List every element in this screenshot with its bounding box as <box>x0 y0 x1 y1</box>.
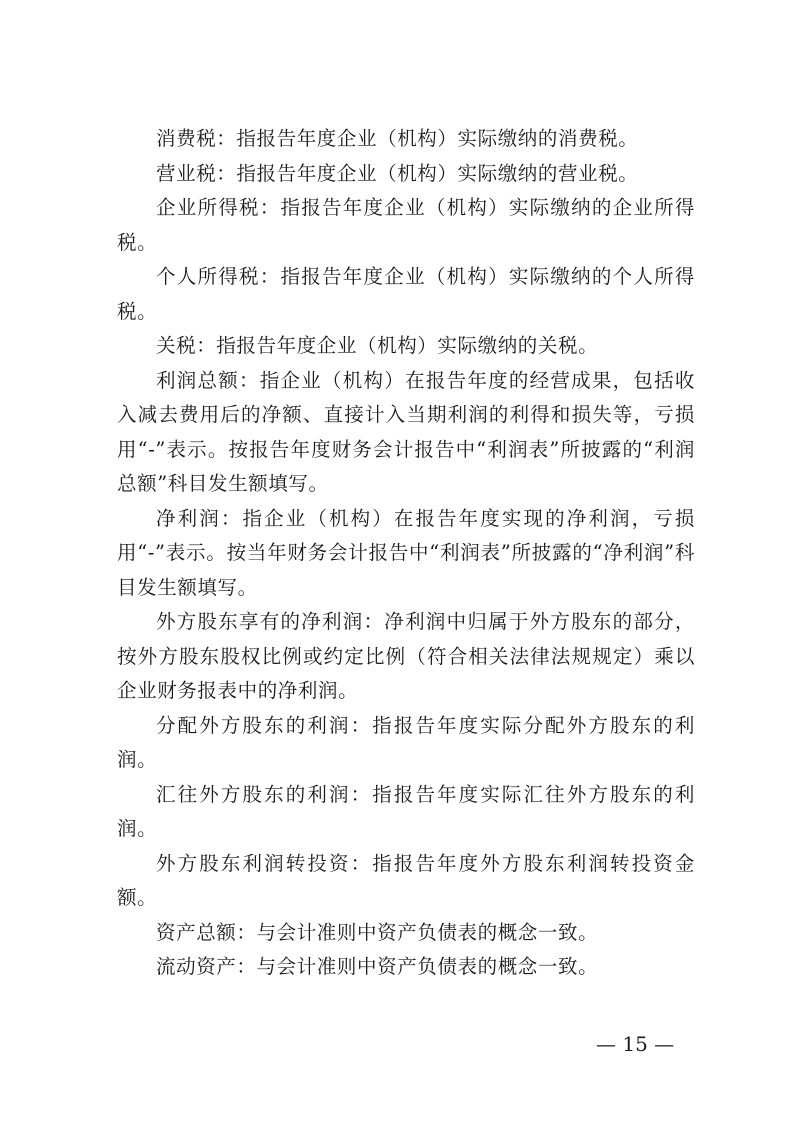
paragraph-profit-reinvested: 外方股东利润转投资：指报告年度外方股东利润转投资金额。 <box>117 851 695 909</box>
paragraph-foreign-shareholder-net-profit: 外方股东享有的净利润：净利润中归属于外方股东的部分，按外方股东股权比例或约定比例（符合相关法律法规规定）乘以企业财务报表中的净利润。 <box>117 610 695 702</box>
paragraph-personal-income-tax: 个人所得税：指报告年度企业（机构）实际缴纳的个人所得税。 <box>117 265 695 323</box>
paragraph-profit-remitted: 汇往外方股东的利润：指报告年度实际汇往外方股东的利润。 <box>117 782 695 840</box>
document-body <box>117 122 695 985</box>
paragraph-current-assets: 流动资产：与会计准则中资产负债表的概念一致。 <box>156 955 599 978</box>
paragraph-total-assets: 资产总额：与会计准则中资产负债表的概念一致。 <box>156 920 599 944</box>
paragraph-profit-distributed: 分配外方股东的利润：指报告年度实际分配外方股东的利润。 <box>117 713 695 771</box>
paragraph-corporate-income-tax: 企业所得税：指报告年度企业（机构）实际缴纳的企业所得税。 <box>117 196 695 254</box>
paragraph-consumption-tax: 消费税：指报告年度企业（机构）实际缴纳的消费税。 <box>156 127 639 150</box>
paragraph-business-tax: 营业税：指报告年度企业（机构）实际缴纳的营业税。 <box>156 161 639 185</box>
paragraph-total-profit: 利润总额：指企业（机构）在报告年度的经营成果，包括收入减去费用后的净额、直接计入当期利润的利得和损失等，亏损用“-”表示。按报告年度财务会计报告中“利润表”所披露的“利润总额”科目发生额填写。 <box>117 368 695 495</box>
paragraph-customs-duty: 关税：指报告年度企业（机构）实际缴纳的关税。 <box>156 334 599 357</box>
page-number: — 15 — <box>596 1032 675 1056</box>
paragraph-net-profit: 净利润：指企业（机构）在报告年度实现的净利润，亏损用“-”表示。按当年财务会计报告中“利润表”所披露的“净利润”科目发生额填写。 <box>117 506 695 599</box>
